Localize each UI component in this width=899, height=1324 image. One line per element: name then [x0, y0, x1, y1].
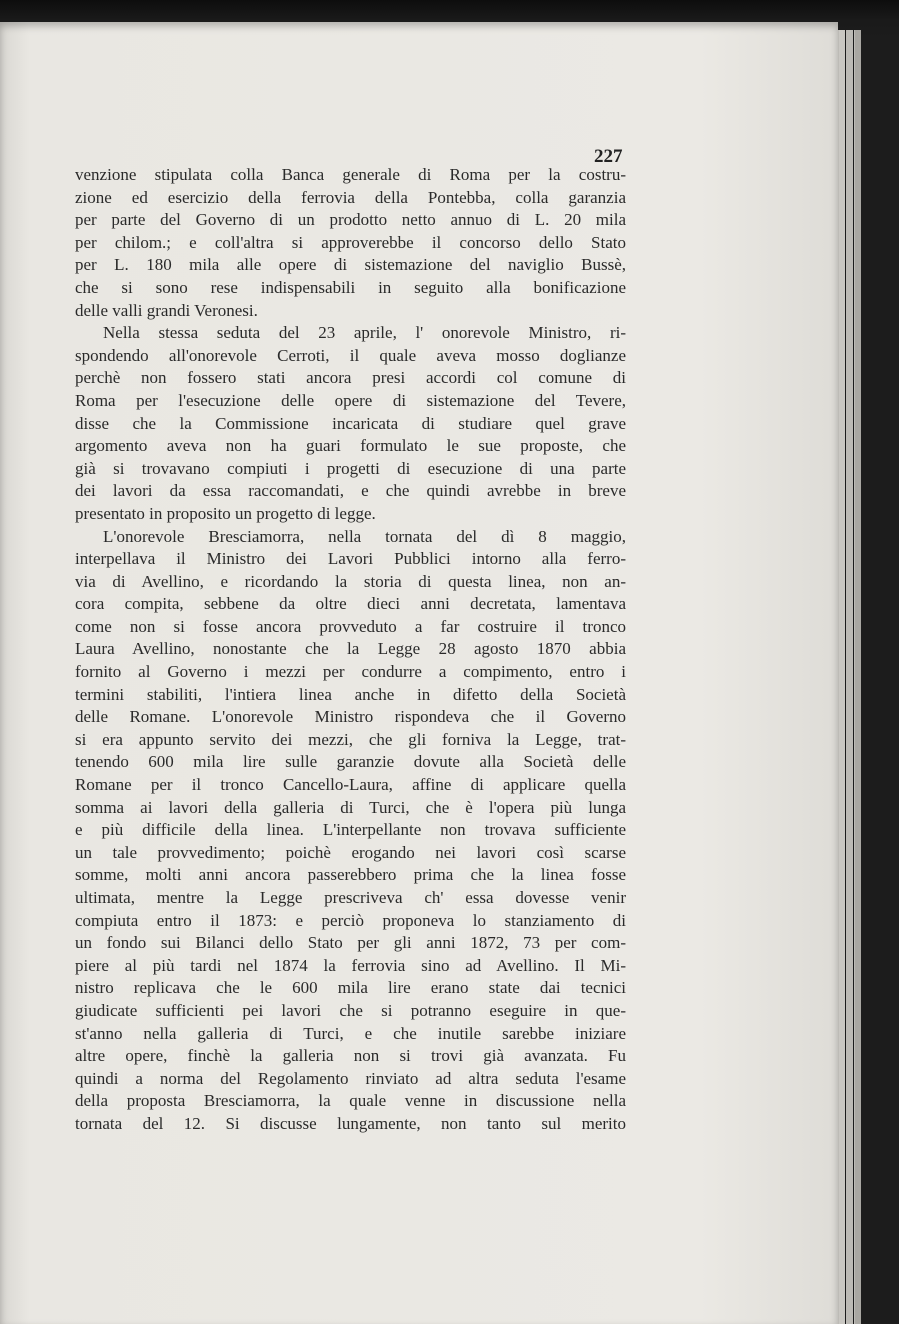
text-line: delle valli grandi Veronesi.: [75, 300, 258, 320]
text-line: spondendo all'onorevole Cerroti, il quale aveva mosso doglianze: [75, 345, 626, 365]
text-line: quindi a norma del Regolamento rinviato ad altra seduta l'esame: [75, 1068, 626, 1088]
book-page: [0, 22, 838, 1324]
text-line: un tale provvedimento; poichè erogando nei lavori così scarse: [75, 842, 626, 862]
text-line: L'onorevole Bresciamorra, nella tornata del dì 8 maggio,: [103, 526, 626, 546]
text-line: si era appunto servito dei mezzi, che gli forniva la Legge, trat-: [75, 729, 626, 749]
text-line: per L. 180 mila alle opere di sistemazione del naviglio Bussè,: [75, 255, 626, 275]
text-line: dei lavori da essa raccomandati, e che quindi avrebbe in breve: [75, 481, 626, 501]
text-line: giudicate sufficienti pei lavori che si potranno eseguire in que-: [75, 1000, 626, 1020]
text-line: tornata del 12. Si discusse lungamente, non tanto sul merito: [75, 1113, 626, 1133]
text-line: delle Romane. L'onorevole Ministro rispondeva che il Governo: [75, 707, 626, 727]
text-line: st'anno nella galleria di Turci, e che inutile sarebbe iniziare: [75, 1023, 626, 1043]
text-line: interpellava il Ministro dei Lavori Pubblici intorno alla ferro-: [75, 549, 626, 569]
text-line: Roma per l'esecuzione delle opere di sistemazione del Tevere,: [75, 390, 626, 410]
text-line: e più difficile della linea. L'interpellante non trovava sufficiente: [75, 820, 626, 840]
text-line: perchè non fossero stati ancora presi accordi col comune di: [75, 368, 626, 388]
text-line: termini stabiliti, l'intiera linea anche in difetto della Società: [75, 684, 626, 704]
page-number: 227: [594, 146, 623, 167]
text-line: somma ai lavori della galleria di Turci, che è l'opera più lunga: [75, 797, 626, 817]
page-edge: [854, 30, 861, 1324]
text-line: cora compita, sebbene da oltre dieci anni decretata, lamentava: [75, 594, 626, 614]
text-line: fornito al Governo i mezzi per condurre a compimento, entro i: [75, 662, 626, 682]
text-line: già si trovavano compiuti i progetti di esecuzione di una parte: [75, 458, 626, 478]
text-line: tenendo 600 mila lire sulle garanzie dovute alla Società delle: [75, 752, 626, 772]
text-line: che si sono rese indispensabili in seguito alla bonificazione: [75, 277, 626, 297]
text-line: somme, molti anni ancora passerebbero prima che la linea fosse: [75, 865, 626, 885]
text-line: come non si fosse ancora provveduto a far costruire il tronco: [75, 616, 626, 636]
text-line: un fondo sui Bilanci dello Stato per gli anni 1872, 73 per com-: [75, 933, 626, 953]
text-line: piere al più tardi nel 1874 la ferrovia sino ad Avellino. Il Mi-: [75, 955, 626, 975]
text-line: Romane per il tronco Cancello-Laura, affine di applicare quella: [75, 775, 626, 795]
text-line: venzione stipulata colla Banca generale di Roma per la costru-: [75, 165, 626, 184]
text-line: altre opere, finchè la galleria non si trovi già avanzata. Fu: [75, 1046, 626, 1066]
text-line: argomento aveva non ha guari formulato le sue proposte, che: [75, 436, 626, 456]
text-line: nistro replicava che le 600 mila lire erano state dai tecnici: [75, 978, 626, 998]
page-edge: [838, 30, 845, 1324]
text-line: zione ed esercizio della ferrovia della Pontebba, colla garanzia: [75, 187, 626, 207]
text-line: disse che la Commissione incaricata di studiare quel grave: [75, 413, 626, 433]
page-edge: [846, 30, 853, 1324]
text-line: Laura Avellino, nonostante che la Legge 28 agosto 1870 abbia: [75, 639, 626, 659]
text-line: per chilom.; e coll'altra si approverebbe il concorso dello Stato: [75, 232, 626, 252]
text-line: Nella stessa seduta del 23 aprile, l' onorevole Ministro, ri-: [103, 323, 626, 343]
text-line: presentato in proposito un progetto di legge.: [75, 503, 376, 523]
text-line: via di Avellino, e ricordando la storia di questa linea, non an-: [75, 571, 626, 591]
body-text: [75, 164, 626, 1136]
text-line: per parte del Governo di un prodotto netto annuo di L. 20 mila: [75, 210, 626, 230]
text-line: compiuta entro il 1873: e perciò proponeva lo stanziamento di: [75, 910, 626, 930]
text-line: della proposta Bresciamorra, la quale venne in discussione nella: [75, 1091, 626, 1111]
text-line: ultimata, mentre la Legge prescriveva ch' essa dovesse venir: [75, 888, 626, 907]
